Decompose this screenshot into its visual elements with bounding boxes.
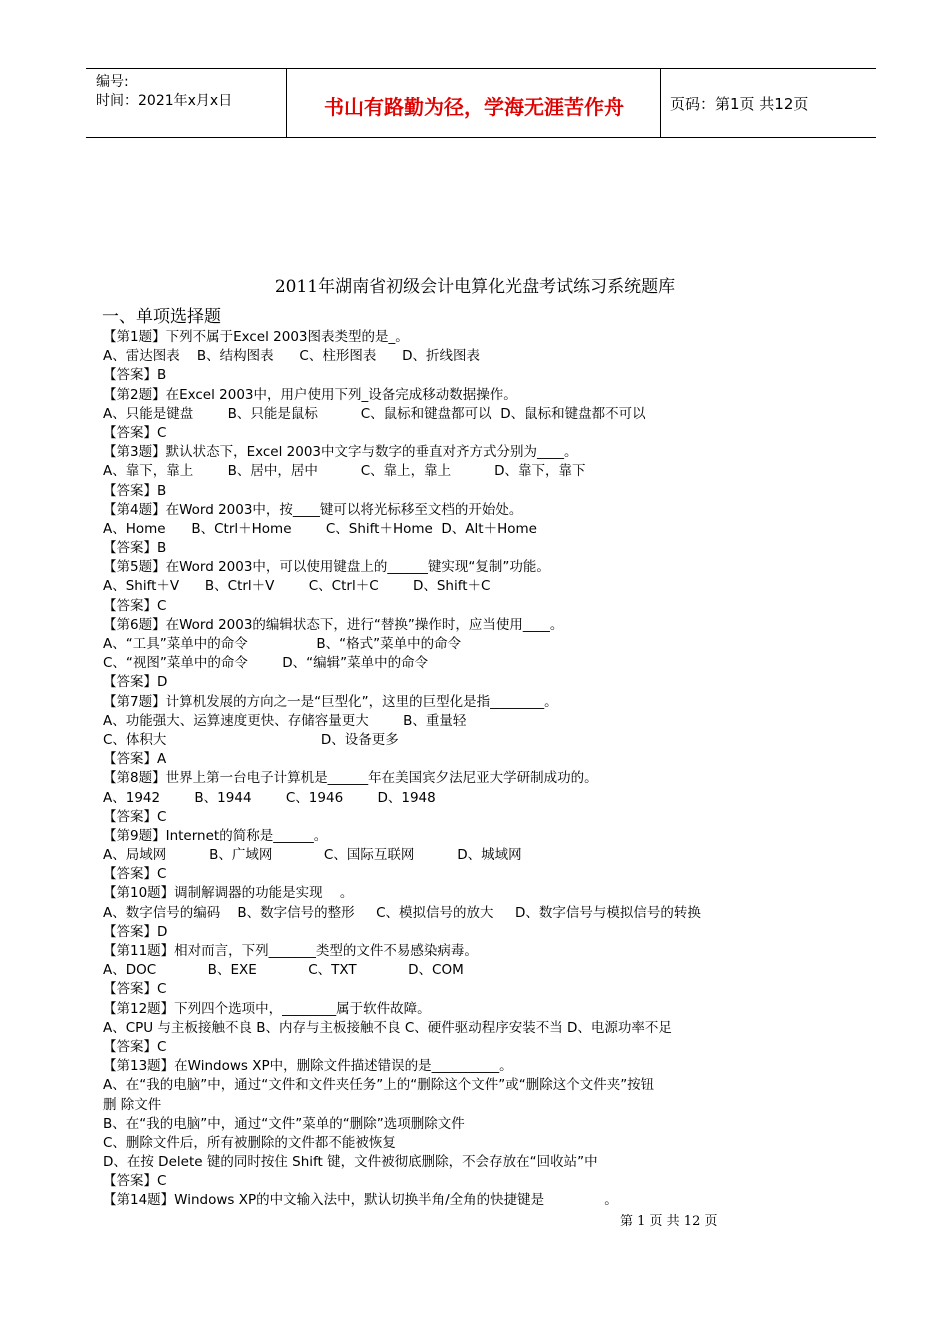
section-heading: 一、单项选择题 [102, 307, 221, 327]
header-divider [286, 69, 287, 137]
text-line: 【答案】A [103, 751, 167, 768]
text-line: A、1942 B、1944 C、1946 D、1948 [103, 789, 436, 806]
text-line: 【第8题】世界上第一台电子计算机是______年在美国宾夕法尼亚大学研制成功的。 [103, 770, 598, 787]
text-line: 【答案】C [103, 981, 167, 998]
text-line: A、CPU 与主板接触不良 B、内存与主板接触不良 C、硬件驱动程序安装不当 D、电源功率不足 [103, 1019, 672, 1036]
text-line: 【第1题】下列不属于Excel 2003图表类型的是_。 [103, 329, 409, 345]
text-line: A、功能强大、运算速度更快、存储容量更大 B、重量轻 [103, 712, 467, 729]
text-line: A、DOC B、EXE C、TXT D、COM [103, 962, 464, 979]
header-divider [660, 69, 661, 137]
text-line: 【第5题】在Word 2003中，可以使用键盘上的______键实现“复制”功能。 [103, 559, 550, 576]
text-line: D、在按 Delete 键的同时按住 Shift 键，文件被彻底删除，不会存放在“回收站”中 [103, 1154, 598, 1171]
text-line: 【答案】C [103, 424, 167, 441]
text-line: 【第4题】在Word 2003中，按____键可以将光标移至文档的开始处。 [103, 501, 523, 518]
text-line: 【答案】C [103, 597, 167, 614]
text-line: 【第7题】计算机发展的方向之一是“巨型化”，这里的巨型化是指________。 [103, 693, 558, 710]
header-page-info: 页码：第1页 共12页 [670, 95, 809, 113]
text-line: C、“视图”菜单中的命令 D、“编辑”菜单中的命令 [103, 655, 429, 672]
text-line: 【第9题】Internet的简称是______。 [103, 827, 328, 844]
text-line: 【答案】C [103, 1173, 167, 1190]
text-line: 【答案】C [103, 1038, 167, 1055]
text-line: 【第14题】Windows XP的中文输入法中，默认切换半角/全角的快捷键是 。 [103, 1192, 618, 1209]
page-footer: 第 1 页 共 12 页 [620, 1214, 718, 1229]
text-line: 【第6题】在Word 2003的编辑状态下，进行“替换”操作时，应当使用____。 [103, 616, 564, 633]
time-label: 时间：2021年x月x日 [96, 93, 233, 109]
header-meta [96, 73, 232, 111]
text-line: A、“工具”菜单中的命令 B、“格式”菜单中的命令 [103, 636, 462, 652]
text-line: A、雷达图表 B、结构图表 C、柱形图表 D、折线图表 [103, 348, 480, 365]
text-line: 【答案】C [103, 808, 167, 825]
text-line: A、局域网 B、广域网 C、国际互联网 D、城域网 [103, 847, 522, 864]
question-list [103, 328, 863, 1211]
text-line: 【第12题】下列四个选项中，________属于软件故障。 [103, 1000, 431, 1017]
text-line: C、体积大 D、设备更多 [103, 731, 399, 748]
number-label: 编号: [96, 74, 129, 90]
document-title: 2011年湖南省初级会计电算化光盘考试练习系统题库 [274, 277, 676, 297]
text-line: A、靠下，靠上 B、居中，居中 C、靠上，靠上 D、靠下，靠下 [103, 463, 586, 480]
text-line: 【答案】D [103, 674, 168, 691]
text-line: 【答案】C [103, 866, 167, 883]
text-line: A、只能是键盘 B、只能是鼠标 C、鼠标和键盘都可以 D、鼠标和键盘都不可以 [103, 405, 646, 422]
text-line: A、Shift＋V B、Ctrl＋V C、Ctrl＋C D、Shift＋C [103, 578, 491, 595]
text-line: 【第10题】调制解调器的功能是实现 。 [103, 885, 354, 902]
header-motto: 书山有路勤为径，学海无涯苦作舟 [324, 95, 624, 119]
text-line: B、在“我的电脑”中，通过“文件”菜单的“删除”选项删除文件 [103, 1115, 465, 1132]
text-line: 【第11题】相对而言，下列_______类型的文件不易感染病毒。 [103, 943, 478, 959]
text-line: 【第2题】在Excel 2003中，用户使用下列_设备完成移动数据操作。 [103, 386, 517, 403]
text-line: 【答案】B [103, 367, 167, 384]
header-table [86, 68, 876, 138]
text-line: 【答案】D [103, 923, 168, 940]
text-line: A、数字信号的编码 B、数字信号的整形 C、模拟信号的放大 D、数字信号与模拟信号的转换 [103, 904, 701, 921]
text-line: 删 除文件 [103, 1096, 162, 1113]
text-line: A、在“我的电脑”中，通过“文件和文件夹任务”上的“删除这个文件”或“删除这个文件夹”按钮 [103, 1077, 655, 1094]
text-line: 【第13题】在Windows XP中，删除文件描述错误的是__________。 [103, 1058, 513, 1075]
text-line: A、Home B、Ctrl＋Home C、Shift＋Home D、Alt＋Home [103, 520, 537, 537]
text-line: 【答案】B [103, 540, 167, 557]
text-line: C、删除文件后，所有被删除的文件都不能被恢复 [103, 1134, 396, 1151]
text-line: 【第3题】默认状态下，Excel 2003中文字与数字的垂直对齐方式分别为____。 [103, 444, 578, 461]
text-line: 【答案】B [103, 482, 167, 499]
